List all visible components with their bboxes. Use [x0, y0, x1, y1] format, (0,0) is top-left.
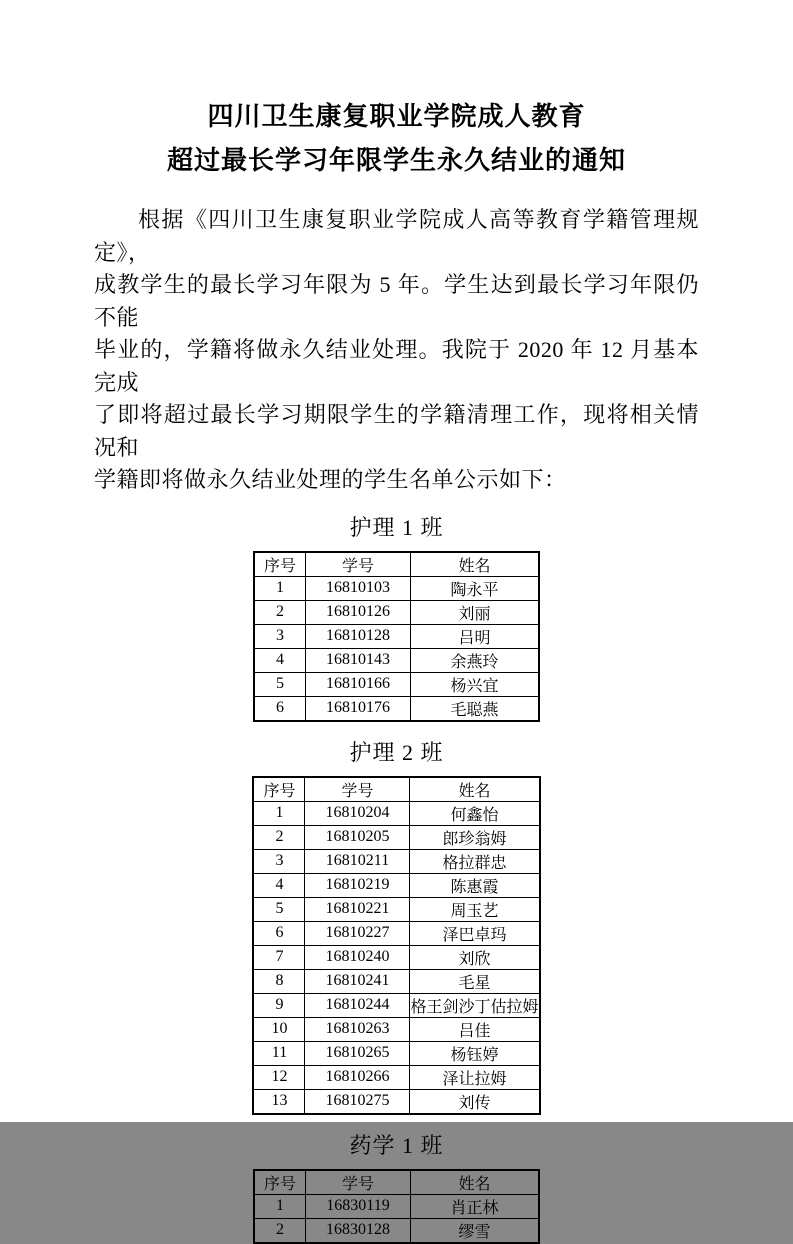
student-name-cell: 刘欣: [410, 945, 540, 969]
column-header-index: 序号: [254, 552, 306, 577]
table-row: [253, 897, 539, 921]
student-name-cell: 刘丽: [411, 600, 540, 624]
column-header-name: 姓名: [411, 552, 540, 577]
row-number-cell: 6: [254, 696, 306, 721]
document-title: [0, 0, 793, 182]
student-id-cell: 16810204: [305, 801, 410, 825]
paragraph-line: 毕业的，学籍将做永久结业处理。我院于 2020 年 12 月基本完成: [94, 337, 699, 395]
table-row: [254, 696, 539, 721]
class-heading: 护理 1 班: [349, 514, 444, 540]
student-id-cell: 16810227: [305, 921, 410, 945]
paragraph-line: 成教学生的最长学习年限为 5 年。学生达到最长学习年限仍不能: [94, 272, 699, 330]
row-number-cell: 1: [254, 1194, 306, 1218]
row-number-cell: 2: [254, 600, 306, 624]
row-number-cell: 8: [253, 969, 305, 993]
column-header-student-id: 学号: [306, 552, 411, 577]
student-id-cell: 16810240: [305, 945, 410, 969]
column-header-name: 姓名: [410, 777, 540, 802]
paragraph-line: 根据《四川卫生康复职业学院成人高等教育学籍管理规定》，: [94, 207, 699, 265]
table-row: [253, 921, 539, 945]
student-id-cell: 16810126: [306, 600, 411, 624]
table-row: [253, 801, 539, 825]
row-number-cell: 2: [253, 825, 305, 849]
table-row: [253, 825, 539, 849]
table-row: [253, 993, 539, 1017]
student-name-cell: 吕明: [411, 624, 540, 648]
row-number-cell: 4: [254, 648, 306, 672]
table-row: [254, 1194, 539, 1218]
student-id-cell: 16830119: [306, 1194, 411, 1218]
table-header-row: [254, 1170, 539, 1195]
student-id-cell: 16810143: [306, 648, 411, 672]
column-header-index: 序号: [254, 1170, 306, 1195]
student-name-cell: 郎珍翁姆: [410, 825, 540, 849]
student-id-cell: 16810211: [305, 849, 410, 873]
table-row: [254, 600, 539, 624]
student-id-cell: 16810219: [305, 873, 410, 897]
student-id-cell: 16810176: [306, 696, 411, 721]
table-row: [253, 1017, 539, 1041]
table-header-row: [254, 552, 539, 577]
column-header-student-id: 学号: [305, 777, 410, 802]
table-row: [253, 849, 539, 873]
paragraph-line: 学籍即将做永久结业处理的学生名单公示如下：: [94, 467, 567, 492]
student-id-cell: 16810103: [306, 576, 411, 600]
table-row: [254, 1218, 539, 1243]
student-table: [253, 1169, 540, 1244]
row-number-cell: 9: [253, 993, 305, 1017]
column-header-index: 序号: [253, 777, 305, 802]
row-number-cell: 6: [253, 921, 305, 945]
student-id-cell: 16810263: [305, 1017, 410, 1041]
student-name-cell: 陶永平: [411, 576, 540, 600]
paragraph-line: 了即将超过最长学习期限学生的学籍清理工作，现将相关情况和: [94, 402, 699, 460]
row-number-cell: 5: [253, 897, 305, 921]
section-class-1: [0, 511, 793, 722]
student-name-cell: 格拉群忠: [410, 849, 540, 873]
table-row: [254, 648, 539, 672]
student-name-cell: 杨钰婷: [410, 1041, 540, 1065]
student-name-cell: 何鑫怡: [410, 801, 540, 825]
section-class-3: [0, 1129, 793, 1244]
student-id-cell: 16810166: [306, 672, 411, 696]
title-line-2: 超过最长学习年限学生永久结业的通知: [166, 145, 626, 175]
student-name-cell: 毛聪燕: [411, 696, 540, 721]
student-id-cell: 16810241: [305, 969, 410, 993]
row-number-cell: 11: [253, 1041, 305, 1065]
student-name-cell: 周玉艺: [410, 897, 540, 921]
student-name-cell: 泽让拉姆: [410, 1065, 540, 1089]
student-name-cell: 吕佳: [410, 1017, 540, 1041]
student-id-cell: 16810275: [305, 1089, 410, 1114]
row-number-cell: 2: [254, 1218, 306, 1243]
table-header-row: [253, 777, 539, 802]
notice-paragraph: [94, 204, 699, 497]
student-id-cell: 16810221: [305, 897, 410, 921]
table-row: [254, 672, 539, 696]
table-row: [253, 1065, 539, 1089]
student-table: [252, 776, 540, 1115]
section-class-2: [0, 736, 793, 1115]
row-number-cell: 3: [254, 624, 306, 648]
student-name-cell: 余燕玲: [411, 648, 540, 672]
row-number-cell: 7: [253, 945, 305, 969]
table-row: [254, 576, 539, 600]
table-row: [253, 873, 539, 897]
table-row: [253, 1041, 539, 1065]
row-number-cell: 1: [253, 801, 305, 825]
row-number-cell: 4: [253, 873, 305, 897]
student-id-cell: 16830128: [306, 1218, 411, 1243]
student-table: [253, 551, 540, 722]
class-heading: 护理 2 班: [349, 739, 444, 765]
row-number-cell: 12: [253, 1065, 305, 1089]
student-name-cell: 缪雪: [411, 1218, 540, 1243]
student-id-cell: 16810266: [305, 1065, 410, 1089]
student-id-cell: 16810265: [305, 1041, 410, 1065]
row-number-cell: 5: [254, 672, 306, 696]
class-heading: 药学 1 班: [349, 1132, 444, 1158]
student-name-cell: 肖正林: [411, 1194, 540, 1218]
row-number-cell: 10: [253, 1017, 305, 1041]
row-number-cell: 3: [253, 849, 305, 873]
student-id-cell: 16810128: [306, 624, 411, 648]
column-header-student-id: 学号: [306, 1170, 411, 1195]
student-name-cell: 泽巴卓玛: [410, 921, 540, 945]
row-number-cell: 13: [253, 1089, 305, 1114]
student-name-cell: 格王剑沙丁估拉姆: [410, 993, 540, 1017]
table-row: [254, 624, 539, 648]
row-number-cell: 1: [254, 576, 306, 600]
table-row: [253, 945, 539, 969]
student-name-cell: 刘传: [410, 1089, 540, 1114]
student-name-cell: 杨兴宜: [411, 672, 540, 696]
student-name-cell: 毛星: [410, 969, 540, 993]
student-id-cell: 16810244: [305, 993, 410, 1017]
table-row: [253, 969, 539, 993]
table-row: [253, 1089, 539, 1114]
student-name-cell: 陈惠霞: [410, 873, 540, 897]
title-line-1: 四川卫生康复职业学院成人教育: [207, 101, 586, 131]
student-id-cell: 16810205: [305, 825, 410, 849]
column-header-name: 姓名: [411, 1170, 540, 1195]
